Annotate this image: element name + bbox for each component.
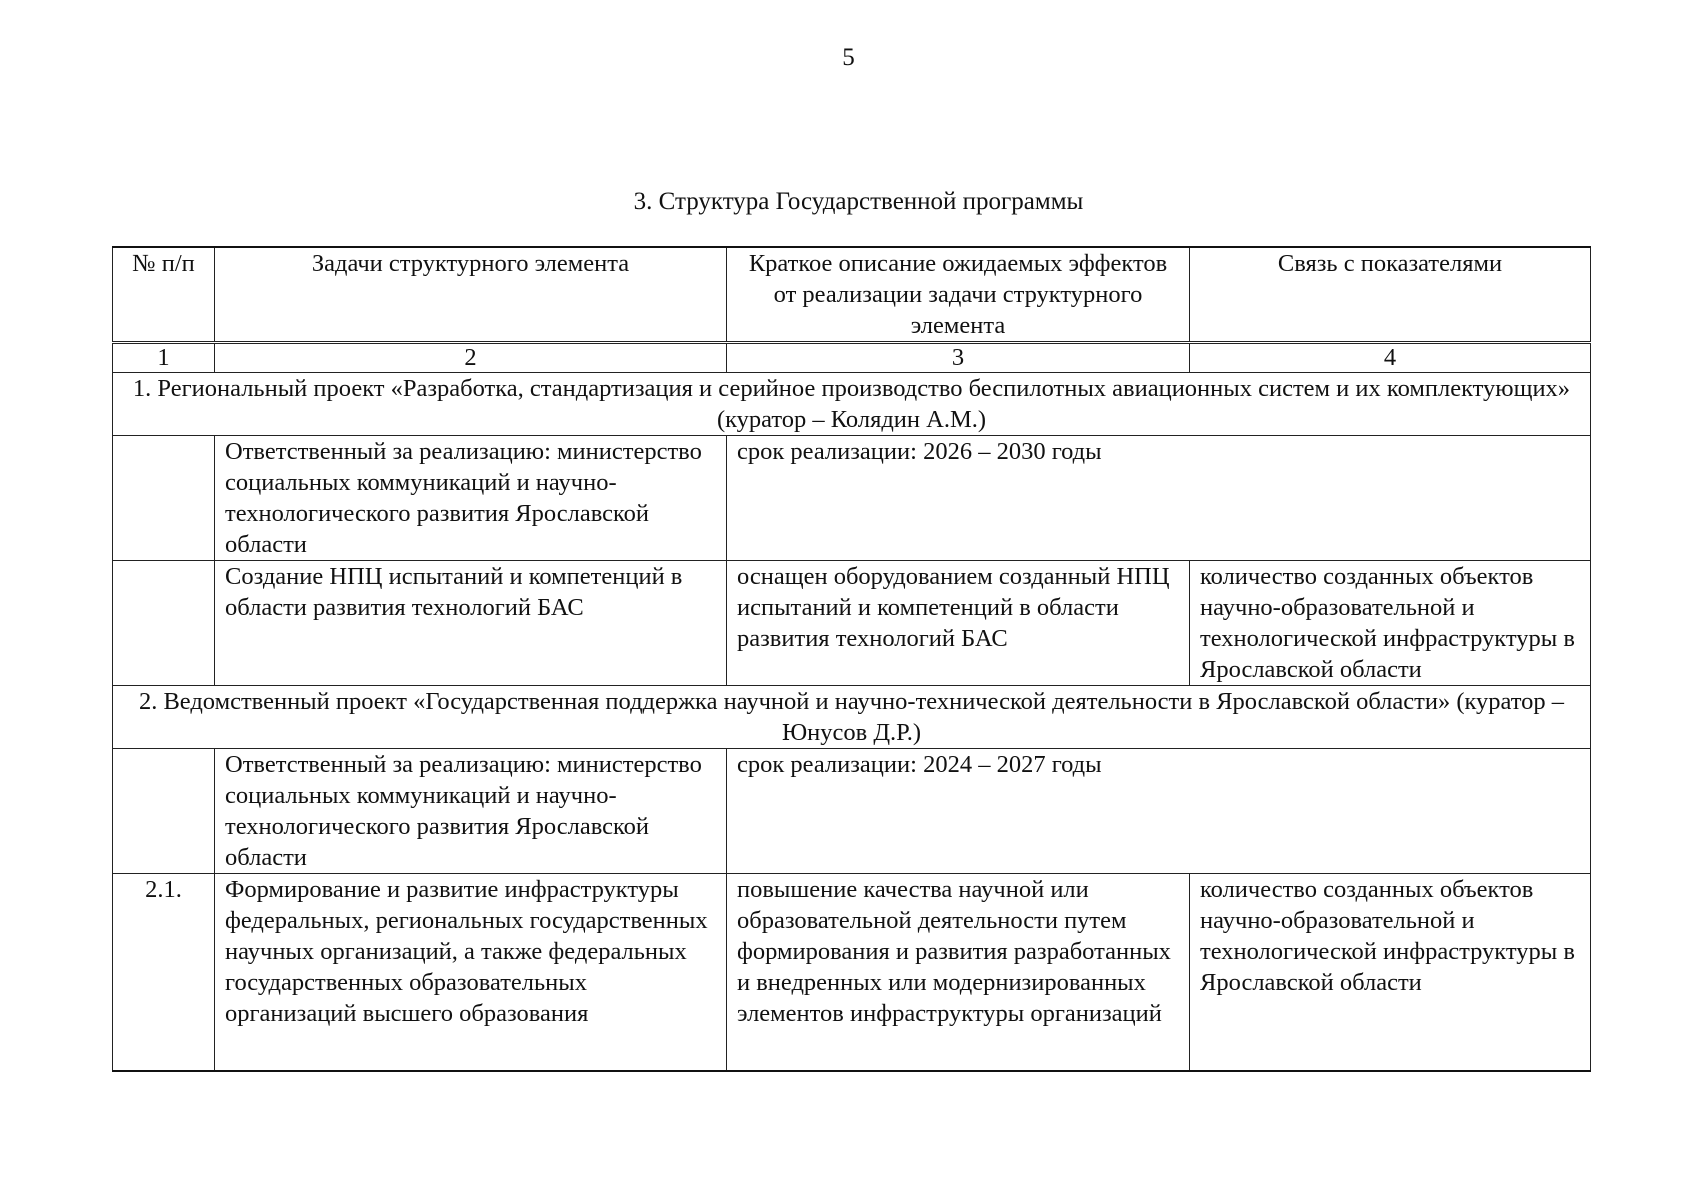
column-number: 3: [727, 343, 1190, 373]
task-cell: Создание НПЦ испытаний и компетенций в области развития технологий БАС: [215, 561, 727, 686]
effect-cell: оснащен оборудованием созданный НПЦ испытаний и компетенций в области развития технологий БАС: [727, 561, 1190, 686]
row-number: 2.1.: [113, 874, 215, 1072]
empty-num-cell: [113, 749, 215, 874]
header-effects: Краткое описание ожидаемых эффектов от реализации задачи структурного элемента: [727, 247, 1190, 343]
term-cell: срок реализации: 2024 – 2027 годы: [727, 749, 1591, 874]
header-tasks: Задачи структурного элемента: [215, 247, 727, 343]
section-title: 3. Структура Государственной программы: [633, 188, 1084, 215]
responsible-row: [113, 749, 1591, 874]
column-number: 2: [215, 343, 727, 373]
table-header-row: [113, 247, 1591, 343]
responsible-cell: Ответственный за реализацию: министерство социальных коммуникаций и научно-технологического развития Ярославской области: [215, 436, 727, 561]
responsible-row: [113, 436, 1591, 561]
empty-num-cell: [113, 436, 215, 561]
indicator-cell: количество созданных объектов научно-образовательной и технологической инфраструктуры в Ярославской области: [1190, 874, 1591, 1072]
column-number-row: [113, 343, 1591, 373]
section-title-cell: 2. Ведомственный проект «Государственная поддержка научной и научно-технической деятельности в Ярославской области» (куратор – Юнусов Д.Р.): [113, 686, 1591, 749]
table-row: [113, 561, 1591, 686]
indicator-cell: количество созданных объектов научно-образовательной и технологической инфраструктуры в Ярославской области: [1190, 561, 1591, 686]
column-number: 1: [113, 343, 215, 373]
row-number: [113, 561, 215, 686]
structure-table: [112, 246, 1591, 1072]
effect-cell: повышение качества научной или образовательной деятельности путем формирования и развития разработанных и внедренных или модернизированных элементов инфраструктуры организаций: [727, 874, 1190, 1072]
section-title-cell: 1. Региональный проект «Разработка, стандартизация и серийное производство беспилотных авиационных систем и их комплектующих» (куратор – Колядин А.М.): [113, 373, 1591, 436]
column-number: 4: [1190, 343, 1591, 373]
term-cell: срок реализации: 2026 – 2030 годы: [727, 436, 1591, 561]
page-number: 5: [842, 44, 855, 71]
section-row: [113, 373, 1591, 436]
responsible-cell: Ответственный за реализацию: министерство социальных коммуникаций и научно-технологического развития Ярославской области: [215, 749, 727, 874]
table-row: [113, 874, 1591, 1072]
section-row: [113, 686, 1591, 749]
task-cell: Формирование и развитие инфраструктуры федеральных, региональных государственных научных организаций, а также федеральных государственных образовательных организаций высшего образования: [215, 874, 727, 1072]
header-indicators: Связь с показателями: [1190, 247, 1591, 343]
header-num: № п/п: [113, 247, 215, 343]
